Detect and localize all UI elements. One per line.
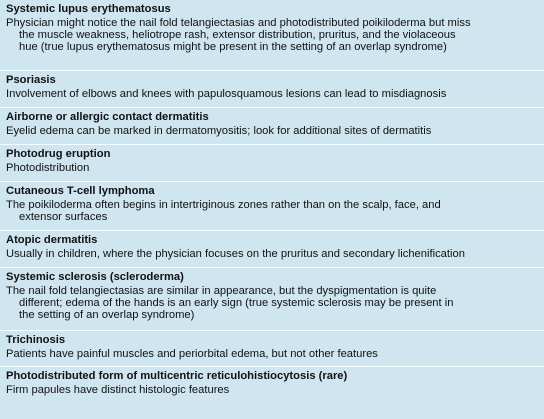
row-title: Photodistributed form of multicentric reticulohistiocytosis (rare): [6, 370, 348, 382]
description-line: The nail fold telangiectasias are similar in appearance, but the dyspigmentation is quite: [6, 285, 437, 297]
description-line: Involvement of elbows and knees with papulosquamous lesions can lead to misdiagnosis: [6, 88, 447, 100]
row-title: Photodrug eruption: [6, 148, 111, 160]
description-line: Firm papules have distinct histologic features: [6, 384, 230, 396]
row-description: [6, 198, 538, 223]
description-line: Photodistribution: [6, 162, 90, 174]
description-line: Eyelid edema can be marked in dermatomyositis; look for additional sites of dermatitis: [6, 125, 432, 137]
description-line: Physician might notice the nail fold telangiectasias and photodistributed poikiloderma but miss: [6, 17, 471, 29]
table-row-reticulohistiocytosis: [0, 367, 544, 401]
table-row-atopic-dermatitis: [0, 231, 544, 268]
row-description: [6, 124, 538, 137]
description-line: hue (true lupus erythematosus might be present in the setting of an overlap syndrome): [19, 41, 447, 53]
row-title: Trichinosis: [6, 334, 66, 346]
row-title: Systemic sclerosis (scleroderma): [6, 271, 184, 283]
table-row-photodrug-eruption: [0, 145, 544, 182]
row-title: Cutaneous T-cell lymphoma: [6, 185, 155, 197]
table-row-contact-dermatitis: [0, 108, 544, 145]
row-title: Systemic lupus erythematosus: [6, 3, 171, 15]
row-description: [6, 383, 538, 396]
row-title: Airborne or allergic contact dermatitis: [6, 111, 209, 123]
row-description: [6, 16, 538, 53]
table-row-psoriasis: [0, 71, 544, 108]
description-line: extensor surfaces: [19, 211, 108, 223]
description-line: Usually in children, where the physician focuses on the pruritus and secondary lichenification: [6, 248, 465, 260]
row-title: Psoriasis: [6, 74, 56, 86]
table-row-lupus: [0, 0, 544, 71]
row-description: [6, 161, 538, 174]
table-row-t-cell-lymphoma: [0, 182, 544, 231]
row-description: [6, 87, 538, 100]
description-line: the setting of an overlap syndrome): [19, 309, 195, 321]
row-description: [6, 284, 538, 321]
row-title: Atopic dermatitis: [6, 234, 98, 246]
description-line: different; edema of the hands is an early sign (true systemic sclerosis may be present in: [19, 297, 454, 309]
table-row-trichinosis: [0, 331, 544, 367]
row-description: [6, 347, 538, 360]
description-line: Patients have painful muscles and periorbital edema, but not other features: [6, 348, 378, 360]
description-line: the muscle weakness, heliotrope rash, extensor distribution, pruritus, and the violaceous: [19, 29, 456, 41]
description-line: The poikiloderma often begins in intertriginous zones rather than on the scalp, face, and: [6, 199, 441, 211]
table-row-systemic-sclerosis: [0, 268, 544, 331]
row-description: [6, 247, 538, 260]
